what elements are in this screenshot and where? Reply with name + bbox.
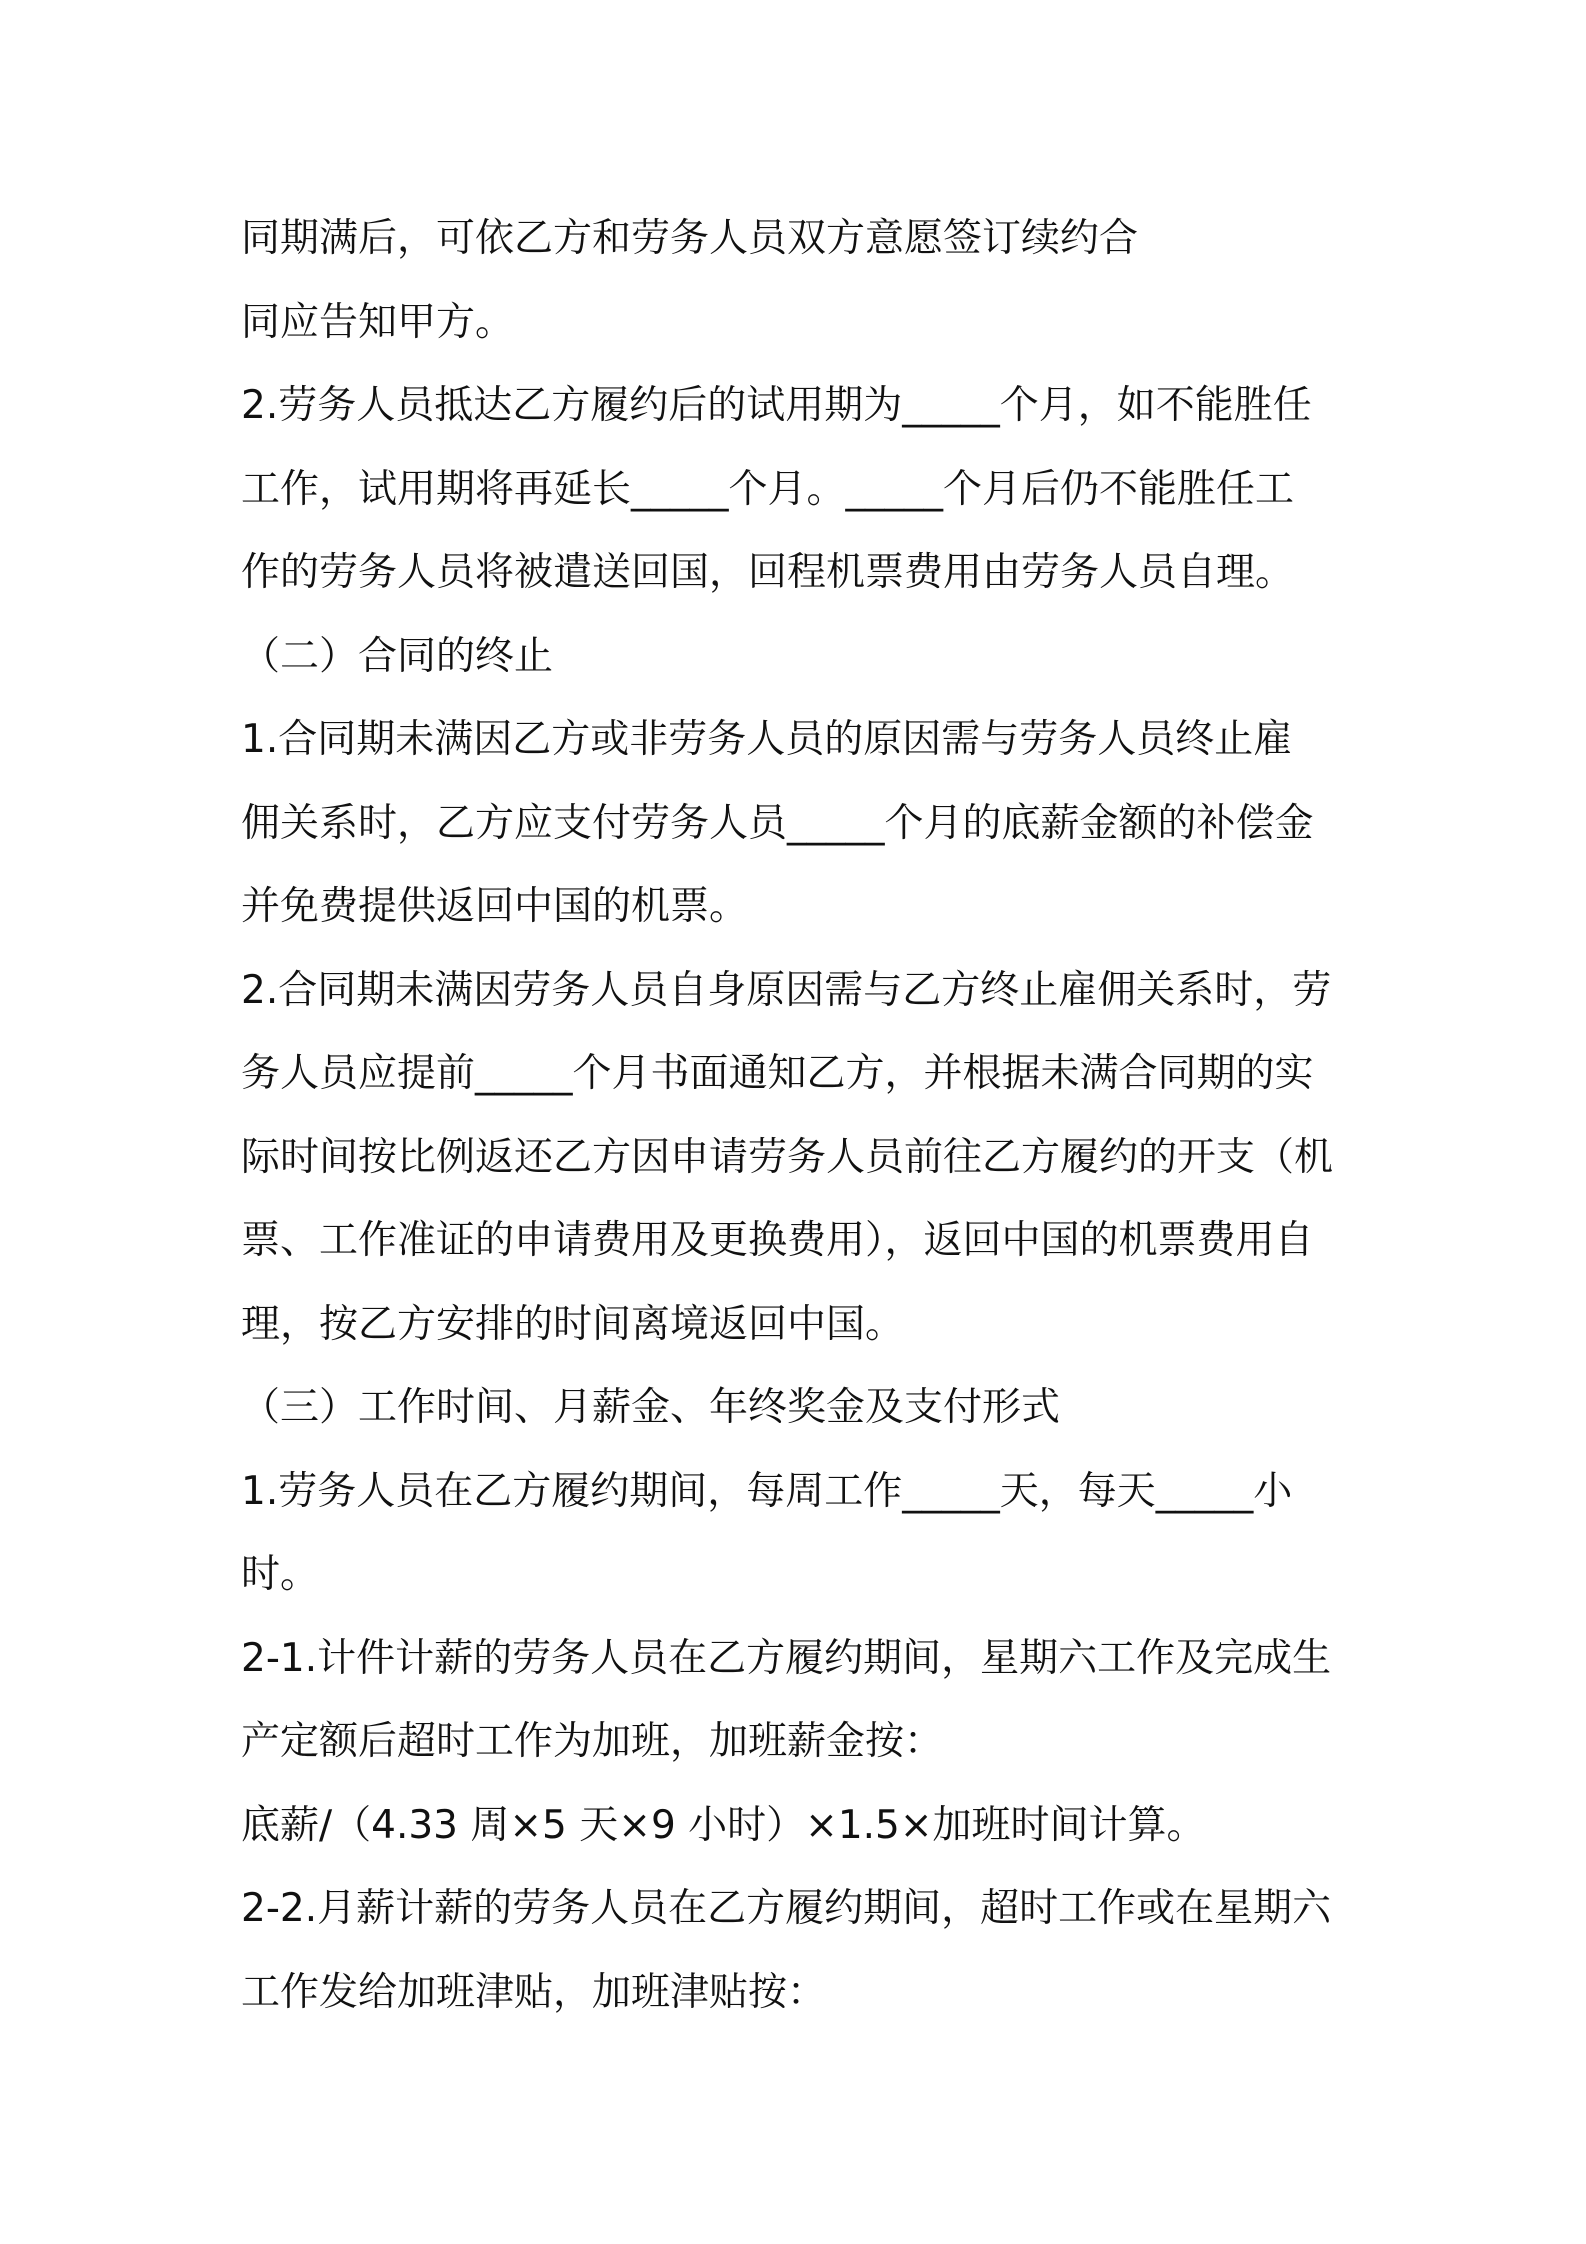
text-line: 1.合同期未满因乙方或非劳务人员的原因需与劳务人员终止雇 xyxy=(241,717,1293,762)
paragraph-probation xyxy=(241,364,1361,615)
text-line: 务人员应提前_____个月书面通知乙方，并根据未满合同期的实 xyxy=(241,1051,1314,1096)
text-line: 佣关系时，乙方应支付劳务人员_____个月的底薪金额的补偿金 xyxy=(241,800,1314,846)
paragraph-termination-employer xyxy=(241,698,1361,949)
text-line: 产定额后超时工作为加班，加班薪金按： xyxy=(241,1719,944,1764)
text-line: 同期满后，可依乙方和劳务人员双方意愿签订续约合 xyxy=(241,216,1139,261)
section-heading-termination: （二）合同的终止 xyxy=(241,633,554,679)
text-line: 工作，试用期将再延长_____个月。_____个月后仍不能胜任工 xyxy=(241,466,1295,512)
text-line: 票、工作准证的申请费用及更换费用），返回中国的机票费用自 xyxy=(241,1218,1314,1263)
text-line: 同应告知甲方。 xyxy=(241,299,515,345)
paragraph-weekly-hours xyxy=(241,1450,1361,1617)
text-line: 2.劳务人员抵达乙方履约后的试用期为_____个月，如不能胜任 xyxy=(241,383,1312,428)
section-heading-work-hours-pay: （三）工作时间、月薪金、年终奖金及支付形式 xyxy=(241,1385,1061,1430)
text-line: 2-2.月薪计薪的劳务人员在乙方履约期间，超时工作或在星期六 xyxy=(241,1886,1332,1931)
text-line: 2.合同期未满因劳务人员自身原因需与乙方终止雇佣关系时，劳 xyxy=(241,967,1332,1013)
overtime-formula xyxy=(241,1784,1361,1868)
text-line: 并免费提供返回中国的机票。 xyxy=(241,884,749,929)
paragraph-monthly-overtime xyxy=(241,1867,1361,2034)
text-line: 工作发给加班津贴，加班津贴按： xyxy=(241,1969,827,2015)
paragraph-termination-worker xyxy=(241,949,1361,1367)
text-line: 理，按乙方安排的时间离境返回中国。 xyxy=(241,1301,905,1347)
paragraph-piecework-overtime xyxy=(241,1617,1361,1784)
text-line: 2-1.计件计薪的劳务人员在乙方履约期间，星期六工作及完成生 xyxy=(241,1635,1332,1681)
text-line: 作的劳务人员将被遣送回国，回程机票费用由劳务人员自理。 xyxy=(241,550,1295,595)
paragraph-contract-renewal xyxy=(241,197,1361,364)
document-body xyxy=(241,197,1361,2034)
text-line: 底薪/（4.33 周×5 天×9 小时）×1.5×加班时间计算。 xyxy=(241,1802,1206,1848)
text-line: 时。 xyxy=(241,1552,320,1597)
text-line: 1.劳务人员在乙方履约期间，每周工作_____天，每天_____小 xyxy=(241,1468,1293,1514)
text-line: 际时间按比例返还乙方因申请劳务人员前往乙方履约的开支（机 xyxy=(241,1134,1334,1180)
